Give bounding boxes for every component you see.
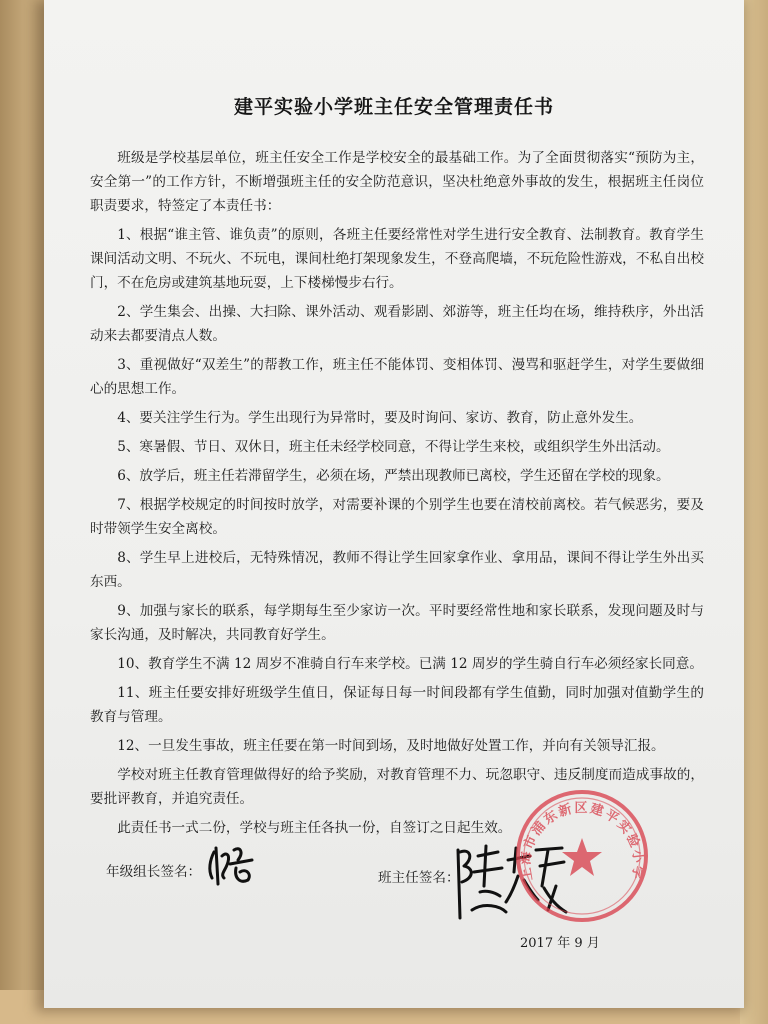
validity-paragraph: 此责任书一式二份，学校与班主任各执一份，自签订之日起生效。	[117, 820, 512, 836]
clause-7: 7、根据学校规定的时间按时放学，对需要补课的个别学生也要在清校前离校。若气候恶劣，要及时带领学生安全离校。	[90, 497, 704, 537]
clause-2: 2、学生集会、出操、大扫除、课外活动、观看影剧、郊游等，班主任均在场，维持秩序，外出活动来去都要清点人数。	[90, 304, 704, 344]
clause-5: 5、寒暑假、节日、双休日，班主任未经学校同意，不得让学生来校，或组织学生外出活动。	[117, 439, 670, 455]
document-date: 2017 年 9 月	[520, 936, 600, 951]
intro-paragraph: 班级是学校基层单位，班主任安全工作是学校安全的最基础工作。为了全面贯彻落实“预防为主，安全第一”的工作方针，不断增强班主任的安全防范意识，坚决杜绝意外事故的发生，根据班主任岗位职责要求，特签定了本责任书：	[90, 150, 704, 214]
clause-12: 12、一旦发生事故，班主任要在第一时间到场，及时地做好处置工作，并向有关领导汇报。	[117, 738, 665, 754]
document-title: 建平实验小学班主任安全管理责任书	[233, 96, 554, 118]
school-seal-stamp	[512, 786, 652, 926]
group-leader-signature	[200, 834, 270, 894]
teacher-signature-label: 班主任签名：	[378, 870, 460, 886]
clause-1: 1、根据“谁主管、谁负责”的原则，各班主任要经常性对学生进行安全教育、法制教育。教育学生课间活动文明、不玩火、不玩电，课间杜绝打架现象发生，不登高爬墙，不玩危险性游戏，不私自出校门，不在危房或建筑基地玩耍，上下楼梯慢步右行。	[90, 227, 704, 291]
clause-9: 9、加强与家长的联系，每学期每生至少家访一次。平时要经常性地和家长联系，发现问题及时与家长沟通，及时解决，共同教育好学生。	[90, 603, 704, 643]
clause-3: 3、重视做好“双差生”的帮教工作，班主任不能体罚、变相体罚、漫骂和驱赶学生，对学生要做细心的思想工作。	[90, 357, 704, 397]
seal-text: 上海市浦东新区建平实验小学	[518, 801, 646, 882]
folder-edge	[740, 0, 768, 1024]
reward-paragraph: 学校对班主任教育管理做得好的给予奖励，对教育管理不力、玩忽职守、违反制度而造成事故的，要批评教育，并追究责任。	[90, 767, 704, 807]
clause-8: 8、学生早上进校后，无特殊情况，教师不得让学生回家拿作业、拿用品，课间不得让学生外出买东西。	[90, 550, 704, 590]
clause-10: 10、教育学生不满 12 周岁不准骑自行车来学校。已满 12 周岁的学生骑自行车必须经家长同意。	[117, 656, 703, 672]
document-page	[44, 0, 744, 1008]
clause-6: 6、放学后，班主任若滞留学生，必须在场，严禁出现教师已离校，学生还留在学校的现象。	[117, 468, 670, 484]
group-leader-signature-label: 年级组长签名：	[106, 864, 202, 880]
clause-4: 4、要关注学生行为。学生出现行为异常时，要及时询问、家访、教育，防止意外发生。	[117, 410, 643, 426]
document-body	[90, 146, 704, 845]
clause-11: 11、班主任要安排好班级学生值日，保证每日每一时间段都有学生值勤，同时加强对值勤学生的教育与管理。	[90, 685, 704, 725]
